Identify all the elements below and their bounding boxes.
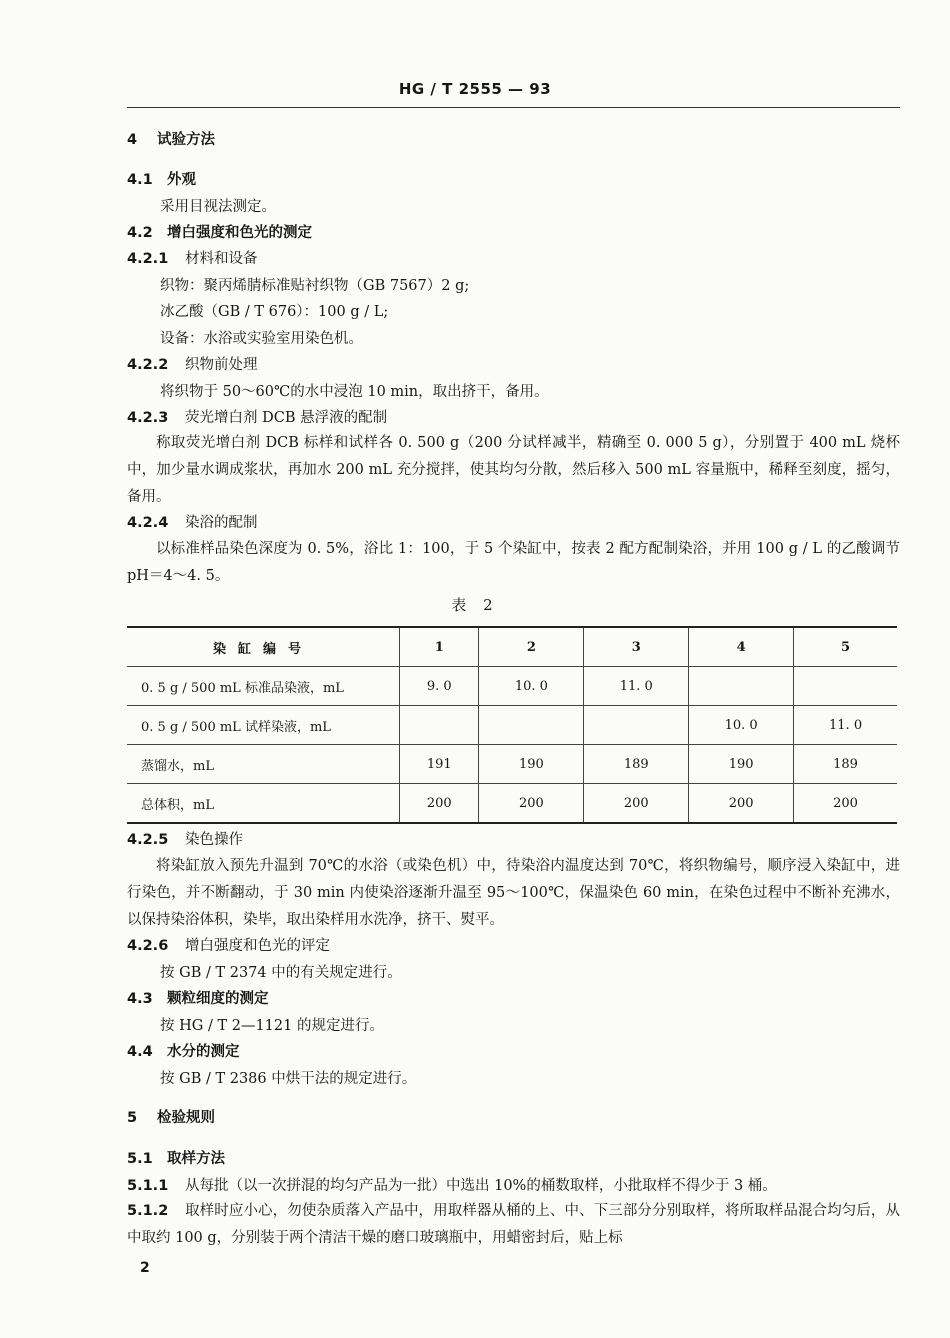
section-title: 增白强度和色光的评定 <box>185 938 330 954</box>
page-number: 2 <box>140 1260 150 1276</box>
section-title: 试验方法 <box>157 132 215 148</box>
section-title: 水分的测定 <box>167 1044 240 1060</box>
table-cell: 10. 0 <box>689 706 794 745</box>
material-item: 织物：聚丙烯腈标准贴衬织物（GB 7567）2 g; <box>160 278 470 294</box>
section-5-1-heading <box>127 1149 225 1169</box>
section-title: 织物前处理 <box>185 357 258 373</box>
section-number: 5.1 <box>127 1151 153 1167</box>
table-header-cell: 染缸编号 <box>127 627 400 667</box>
section-number: 4.2.2 <box>127 357 169 373</box>
table-cell: 200 <box>400 784 479 824</box>
section-4-1-heading <box>127 170 196 190</box>
section-5-1-1 <box>127 1176 777 1196</box>
section-title: 材料和设备 <box>185 251 258 267</box>
table-row <box>127 667 897 706</box>
table-header-cell: 5 <box>794 627 897 667</box>
table-cell: 190 <box>689 745 794 784</box>
section-4-2-5-heading <box>127 830 243 850</box>
page-header: HG / T 2555 — 93 <box>398 80 552 98</box>
section-4-2-heading <box>127 223 312 243</box>
table-cell: 10. 0 <box>479 667 584 706</box>
table-cell: 11. 0 <box>794 706 897 745</box>
table-cell: 9. 0 <box>400 667 479 706</box>
material-item: 设备：水浴或实验室用染色机。 <box>160 331 363 347</box>
section-number: 5.1.2 <box>127 1203 169 1219</box>
section-title: 染浴的配制 <box>185 515 258 531</box>
section-number: 5 <box>127 1110 138 1126</box>
section-title: 荧光增白剂 DCB 悬浮液的配制 <box>185 410 388 426</box>
section-4-2-1-heading <box>127 249 258 269</box>
header-rule <box>127 107 900 108</box>
table-caption: 表 2 <box>451 596 499 614</box>
table-cell <box>689 667 794 706</box>
section-4-2-4-heading <box>127 513 258 533</box>
table-cell: 200 <box>689 784 794 824</box>
table-cell: 200 <box>479 784 584 824</box>
section-number: 4.2.1 <box>127 251 169 267</box>
table-header-cell: 3 <box>584 627 689 667</box>
table-cell: 189 <box>794 745 897 784</box>
table-cell: 189 <box>584 745 689 784</box>
section-4-heading <box>127 130 215 150</box>
section-4-2-6-heading <box>127 936 330 956</box>
section-title: 外观 <box>167 172 196 188</box>
section-title: 染色操作 <box>185 832 243 848</box>
section-4-2-4-text: 以标准样品染色深度为 0. 5%，浴比 1：100，于 5 个染缸中，按表 2 配方配制染浴，并用 100 g / L 的乙酸调节 pH＝4～4. 5。 <box>127 541 900 584</box>
table-row <box>127 745 897 784</box>
table-cell: 200 <box>584 784 689 824</box>
section-number: 5.1.1 <box>127 1178 169 1194</box>
section-number: 4.2.6 <box>127 938 169 954</box>
section-4-4-text: 按 GB / T 2386 中烘干法的规定进行。 <box>160 1071 417 1087</box>
table-cell: 0. 5 g / 500 mL 试样染液，mL <box>127 706 400 745</box>
table-cell: 11. 0 <box>584 667 689 706</box>
section-4-2-2-text: 将织物于 50～60℃的水中浸泡 10 min，取出挤干，备用。 <box>160 384 549 400</box>
table-header-cell: 1 <box>400 627 479 667</box>
section-number: 4.4 <box>127 1044 153 1060</box>
table-cell: 总体积，mL <box>127 784 400 824</box>
table-cell <box>584 706 689 745</box>
table-header-cell: 4 <box>689 627 794 667</box>
table-cell <box>400 706 479 745</box>
section-5-heading <box>127 1108 215 1128</box>
section-number: 4.2.4 <box>127 515 169 531</box>
section-4-2-5-text: 将染缸放入预先升温到 70℃的水浴（或染色机）中，待染浴内温度达到 70℃，将织物编号，顺序浸入染缸中，进行染色，并不断翻动，于 30 min 内使染浴逐渐升温至 95～100℃，保温染色 60 min，在染色过程中不断补充沸水，以保持染浴体积，染毕，取出染样用水洗净，挤干、熨平。 <box>127 858 900 928</box>
section-5-1-2 <box>127 1198 900 1252</box>
section-number: 4 <box>127 132 138 148</box>
table-cell: 190 <box>479 745 584 784</box>
section-4-1-text: 采用目视法测定。 <box>160 199 276 215</box>
table-cell <box>794 667 897 706</box>
section-number: 4.3 <box>127 991 153 1007</box>
section-4-4-heading <box>127 1042 240 1062</box>
dye-bath-table <box>127 626 897 824</box>
table-cell: 0. 5 g / 500 mL 标准品染液，mL <box>127 667 400 706</box>
section-4-2-6-text: 按 GB / T 2374 中的有关规定进行。 <box>160 965 402 981</box>
section-4-2-2-heading <box>127 355 258 375</box>
section-4-2-3-heading <box>127 408 387 428</box>
section-text: 从每批（以一次拼混的均匀产品为一批）中选出 10%的桶数取样，小批取样不得少于 3 桶。 <box>185 1178 777 1194</box>
section-number: 4.2.5 <box>127 832 169 848</box>
section-number: 4.2 <box>127 225 153 241</box>
table-cell: 200 <box>794 784 897 824</box>
section-title: 检验规则 <box>157 1110 215 1126</box>
section-number: 4.2.3 <box>127 410 169 426</box>
table-header-row <box>127 627 897 667</box>
table-cell: 蒸馏水，mL <box>127 745 400 784</box>
table-row <box>127 784 897 824</box>
section-number: 4.1 <box>127 172 153 188</box>
section-title: 取样方法 <box>167 1151 225 1167</box>
material-item: 冰乙酸（GB / T 676）：100 g / L; <box>160 304 389 320</box>
section-title: 颗粒细度的测定 <box>167 991 269 1007</box>
section-4-2-3-text: 称取荧光增白剂 DCB 标样和试样各 0. 500 g（200 分试样减半，精确至 0. 000 5 g），分别置于 400 mL 烧杯中，加少量水调成浆状，再加水 200 mL 充分搅拌，使其均匀分散，然后移入 500 mL 容量瓶中，稀释至刻度，摇匀，备用。 <box>127 435 900 505</box>
table-row <box>127 706 897 745</box>
section-text: 取样时应小心，勿使杂质落入产品中，用取样器从桶的上、中、下三部分分别取样，将所取样品混合均匀后，从中取约 100 g，分别装于两个清洁干燥的磨口玻璃瓶中，用蜡密封后，贴上标 <box>127 1203 900 1246</box>
table-header-cell: 2 <box>479 627 584 667</box>
section-title: 增白强度和色光的测定 <box>167 225 312 241</box>
section-4-3-heading <box>127 989 269 1009</box>
table-cell: 191 <box>400 745 479 784</box>
table-cell <box>479 706 584 745</box>
section-4-3-text: 按 HG / T 2—1121 的规定进行。 <box>160 1018 384 1034</box>
